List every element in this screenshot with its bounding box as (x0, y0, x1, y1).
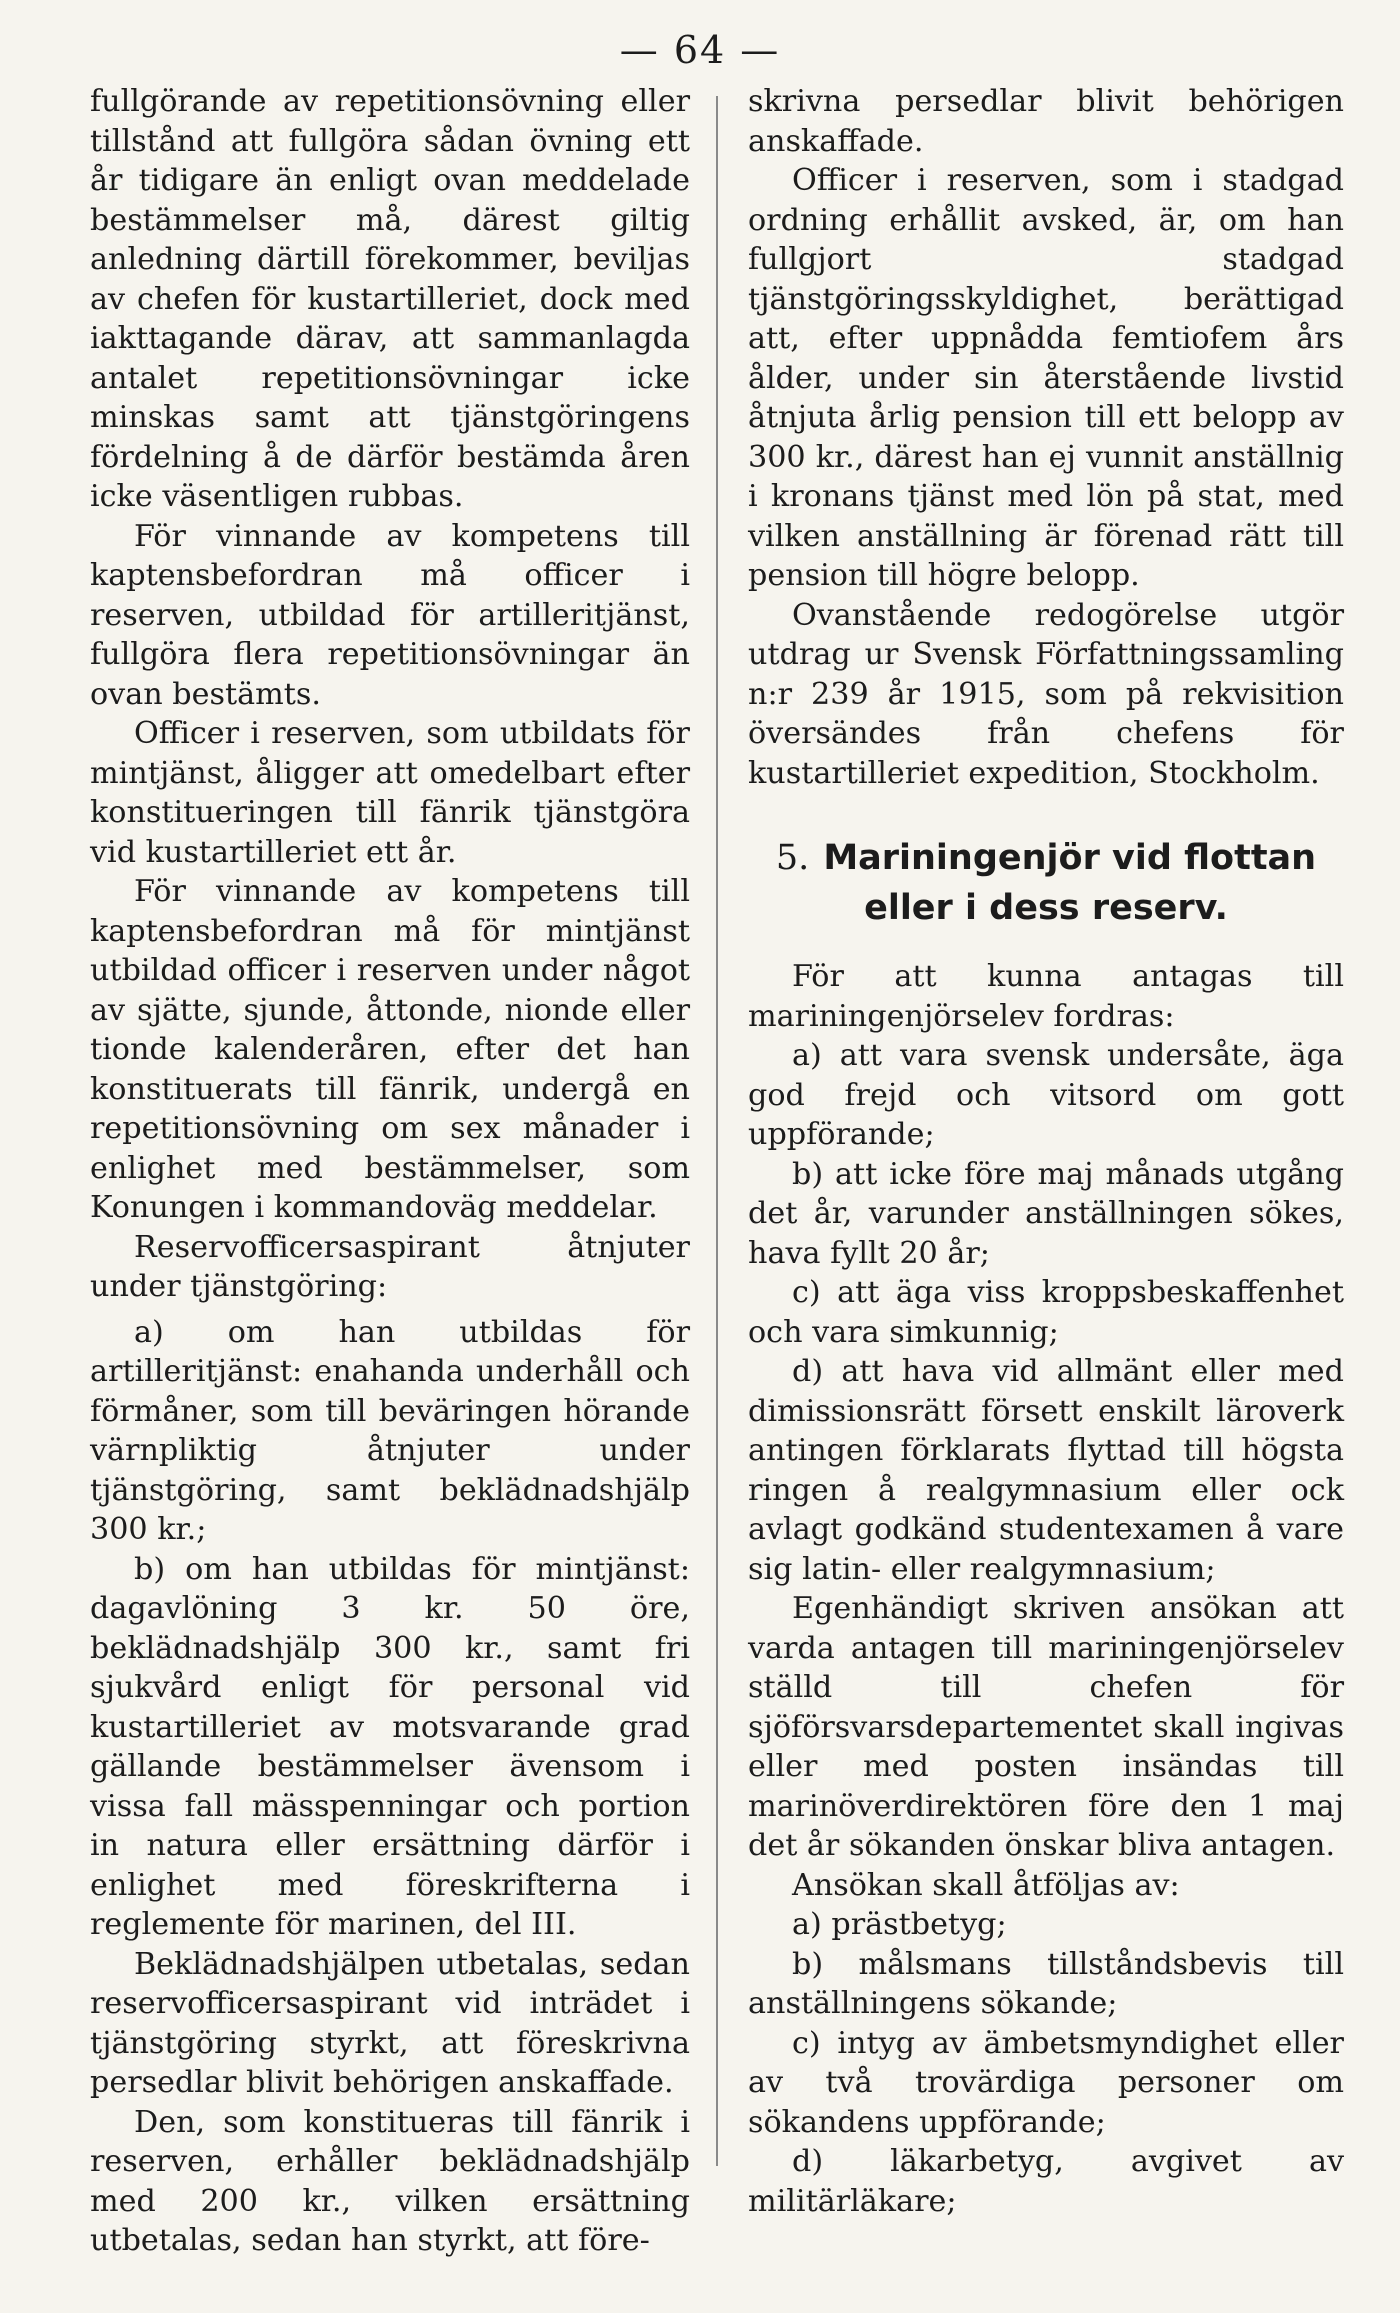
paragraph: b) om han utbildas för mintjänst: dagavlöning 3 kr. 50 öre, beklädnadshjälp 300 kr., samt fri sjukvård enligt för personal vid kustartilleriet av motsvarande grad gällande bestämmelser ävensom i vissa fall mässpenningar och portion in natura eller ersättning därför i enlighet med föreskrifterna i reglemente för marinen, del III. (90, 1551, 690, 1942)
paragraph: För vinnande av kompetens till kaptensbefordran må officer i reserven, utbildad för artilleritjänst, fullgöra flera repetitionsövningar än ovan bestämts. (90, 518, 690, 712)
paragraph: fullgörande av repetitionsövning eller tillstånd att fullgöra sådan övning ett år tidigare än enligt ovan meddelade bestämmelser må, därest giltig anledning därtill förekommer, beviljas av chefen för kustartilleriet, dock med iakttagande därav, att sammanlagda antalet repetitionsövningar icke minskas samt att tjänstgöringens fördelning å de därför bestämda åren icke väsentligen rubbas. (90, 84, 690, 514)
left-column (90, 82, 690, 2261)
right-column-bottom (748, 957, 1344, 2221)
paragraph: Beklädnadshjälpen utbetalas, sedan reservofficersaspirant vid inträdet i tjänstgöring styrkt, att föreskrivna persedlar blivit behörigen anskaffade. (90, 1946, 690, 2100)
paragraph: Ansökan skall åtföljas av: (792, 1867, 1180, 1903)
column-divider (716, 96, 718, 2166)
paragraph: d) läkarbetyg, avgivet av militärläkare; (748, 2144, 1344, 2219)
paragraph: Reservofficersaspirant åtnjuter under tjänstgöring: (90, 1229, 690, 1304)
paragraph: För vinnande av kompetens till kaptensbefordran må för mintjänst utbildad officer i reserven under något av sjätte, sjunde, åttonde, nionde eller tionde kalenderåren, efter det han konstituerats till fänrik, undergå en repetitionsövning om sex månader i enlighet med bestämmelser, som Konungen i kommandoväg meddelar. (90, 874, 690, 1225)
paragraph: b) målsmans tillståndsbevis till anställningens sökande; (748, 1946, 1344, 2021)
section-title-line2: eller i dess reserv. (864, 888, 1228, 928)
paragraph: Officer i reserven, som i stadgad ordning erhållit avsked, är, om han fullgjort stadgad tjänstgöringsskyldighet, berättigad att, efter uppnådda femtiofem års ålder, under sin återstående livstid åtnjuta årlig pension till ett belopp av 300 kr., därest han ej vunnit anställnig i kronans tjänst med lön på stat, med vilken anställning är förenad rätt till pension till högre belopp. (748, 163, 1344, 593)
paragraph: Egenhändigt skriven ansökan att varda antagen till mariningenjörselev ställd till chefen för sjöförsvarsdepartementet skall ingivas eller med posten insändas till marinöverdirektören före den 1 maj det år sökanden önskar bliva antagen. (748, 1591, 1344, 1863)
paragraph: b) att icke före maj månads utgång det år, varunder anställningen sökes, hava fyllt 20 år; (748, 1156, 1344, 1271)
page-number: — 64 — (619, 28, 781, 72)
paragraph: a) prästbetyg; (792, 1907, 1007, 1942)
paragraph: Officer i reserven, som utbildats för mintjänst, åligger att omedelbart efter konstitueringen till fänrik tjänstgöra vid kustartilleriet ett år. (90, 716, 690, 870)
paragraph: c) att äga viss kroppsbeskaffenhet och vara simkunnig; (748, 1275, 1344, 1350)
paragraph: a) om han utbildas för artilleritjänst: enahanda underhåll och förmåner, som till beväringen hörande värnpliktig åtnjuter under tjänstgöring, samt beklädnadshjälp 300 kr.; (90, 1314, 690, 1547)
paragraph: Den, som konstitueras till fänrik i reserven, erhåller beklädnadshjälp med 200 kr., vilken ersättning utbetalas, sedan han styrkt, att före- (90, 2104, 690, 2258)
section-heading (748, 833, 1344, 933)
paragraph: För att kunna antagas till mariningenjörselev fordras: (748, 959, 1344, 1034)
paragraph: c) intyg av ämbetsmyndighet eller av två trovärdiga personer om sökandens uppförande; (748, 2025, 1344, 2140)
right-column-top (748, 82, 1344, 793)
section-number: 5. (775, 838, 810, 878)
section-heading-line1 (748, 833, 1344, 883)
paragraph: d) att hava vid allmänt eller med dimissionsrätt försett enskilt läroverk antingen förklarats flyttad till högsta ringen å realgymnasium eller ock avlagt godkänd studentexamen å vare sig latin- eller realgymnasium; (748, 1354, 1344, 1587)
paragraph: Ovanstående redogörelse utgör utdrag ur Svensk Författningssamling n:r 239 år 1915, som på rekvisition översändes från chefens för kustartilleriet expedition, Stockholm. (748, 597, 1344, 791)
paragraph: a) att vara svensk undersåte, äga god frejd och vitsord om gott uppförande; (748, 1038, 1344, 1152)
paragraph: skrivna persedlar blivit behörigen anskaffade. (748, 84, 1344, 159)
right-column (748, 82, 1344, 2221)
section-title-line1: Mariningenjör vid flottan (823, 838, 1317, 878)
